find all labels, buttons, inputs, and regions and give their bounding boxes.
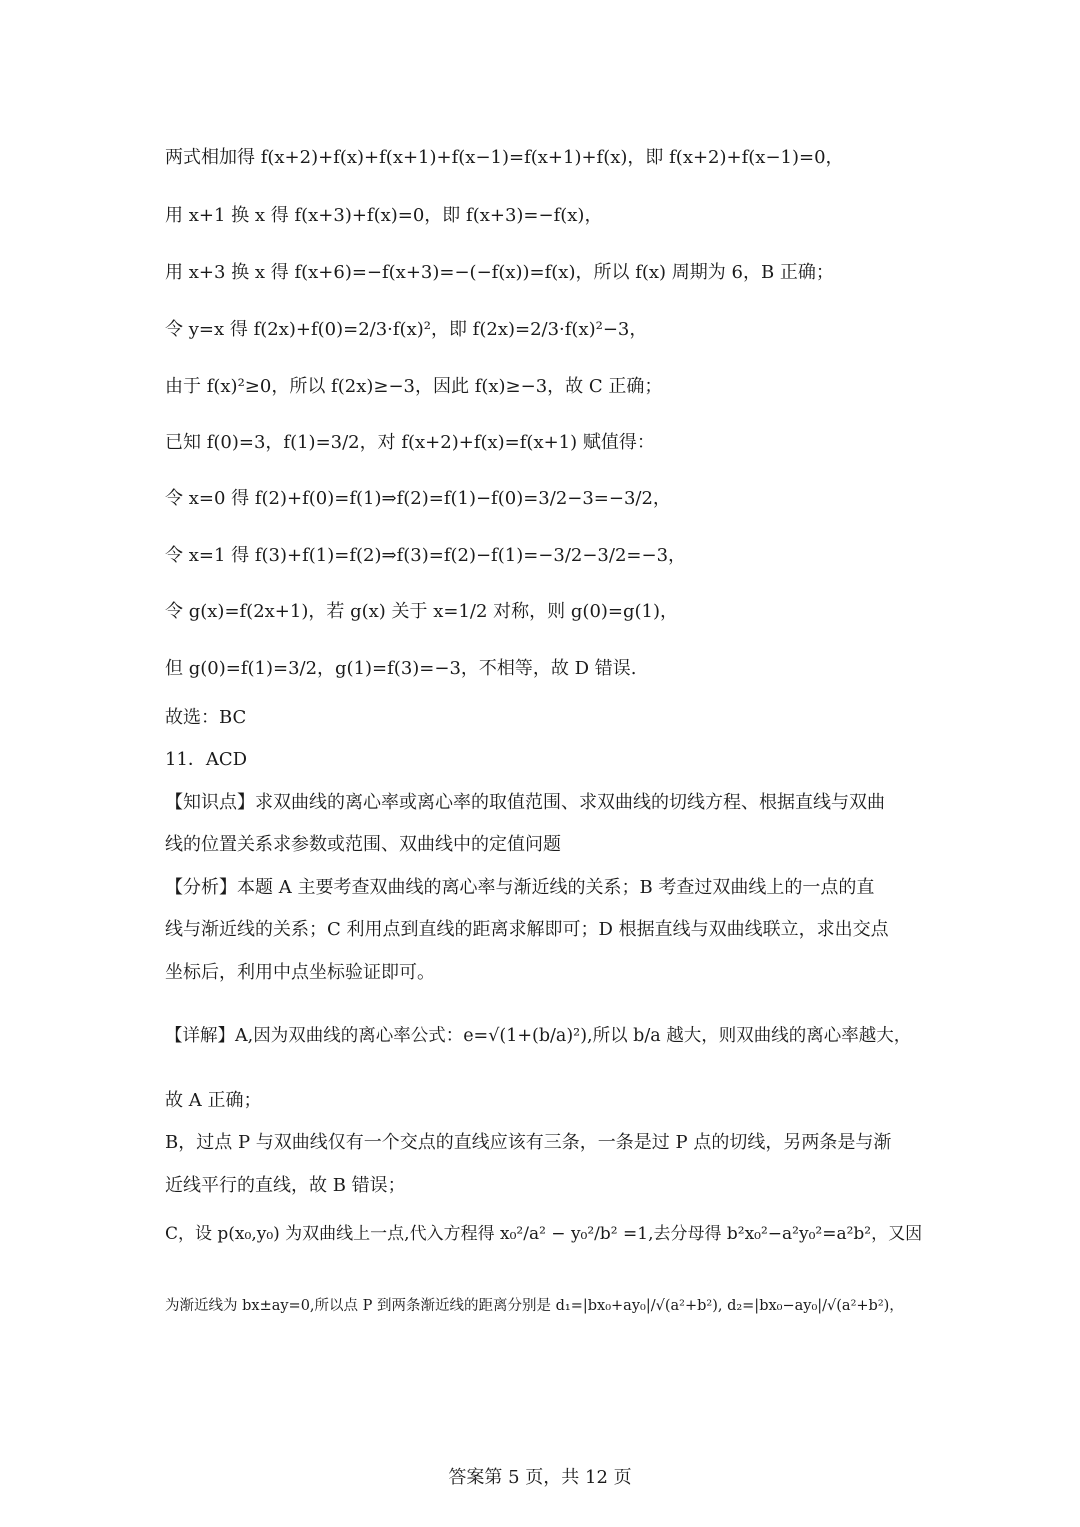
text-line: 11．ACD bbox=[165, 749, 248, 770]
text-line: 近线平行的直线，故 B 错误； bbox=[165, 1175, 406, 1196]
text-line: 但 g(0)=f(1)=3/2，g(1)=f(3)=−3，不相等，故 D 错误. bbox=[165, 658, 637, 679]
text-line: 线与渐近线的关系；C 利用点到直线的距离求解即可；D 根据直线与双曲线联立，求出交点 bbox=[165, 919, 889, 940]
text-line: 线的位置关系求参数或范围、双曲线中的定值问题 bbox=[165, 834, 561, 855]
text-line: 令 x=0 得 f(2)+f(0)=f(1)⇒f(2)=f(1)−f(0)=3/2−3=−3/2， bbox=[165, 488, 671, 509]
text-line: 用 x+1 换 x 得 f(x+3)+f(x)=0，即 f(x+3)=−f(x)， bbox=[165, 205, 603, 226]
text-line: 【知识点】求双曲线的离心率或离心率的取值范围、求双曲线的切线方程、根据直线与双曲 bbox=[165, 792, 885, 813]
text-line: 由于 f(x)²≥0，所以 f(2x)≥−3，因此 f(x)≥−3，故 C 正确； bbox=[165, 376, 663, 397]
text-line: 【分析】本题 A 主要考查双曲线的离心率与渐近线的关系；B 考查过双曲线上的一点的直 bbox=[165, 877, 875, 898]
text-line: C，设 p(x₀,y₀) 为双曲线上一点,代入方程得 x₀²/a² − y₀²/b² =1,去分母得 b²x₀²−a²y₀²=a²b²，又因 bbox=[165, 1224, 923, 1244]
text-line: 故 A 正确； bbox=[165, 1090, 262, 1111]
text-line: B，过点 P 与双曲线仅有一个交点的直线应该有三条，一条是过 P 点的切线，另两条是与渐 bbox=[165, 1132, 892, 1153]
text-line: 令 g(x)=f(2x+1)，若 g(x) 关于 x=1/2 对称，则 g(0)=g(1)， bbox=[165, 601, 679, 622]
text-line: 令 x=1 得 f(3)+f(1)=f(2)⇒f(3)=f(2)−f(1)=−3/2−3/2=−3， bbox=[165, 545, 687, 566]
page-footer: 答案第 5 页，共 12 页 bbox=[448, 1467, 632, 1488]
text-line: 故选：BC bbox=[165, 707, 247, 728]
text-line: 令 y=x 得 f(2x)+f(0)=2/3·f(x)²，即 f(2x)=2/3·f(x)²−3， bbox=[165, 319, 648, 340]
text-line: 已知 f(0)=3，f(1)=3/2，对 f(x+2)+f(x)=f(x+1) 赋值得： bbox=[165, 432, 655, 453]
text-line: 坐标后，利用中点坐标验证即可。 bbox=[165, 962, 435, 983]
text-line: 两式相加得 f(x+2)+f(x)+f(x+1)+f(x−1)=f(x+1)+f(x)，即 f(x+2)+f(x−1)=0， bbox=[165, 147, 844, 168]
text-line: 为渐近线为 bx±ay=0,所以点 P 到两条渐近线的距离分别是 d₁=|bx₀+ay₀|/√(a²+b²), d₂=|bx₀−ay₀|/√(a²+b²)， bbox=[165, 1298, 904, 1314]
text-line: 【详解】A,因为双曲线的离心率公式：e=√(1+(b/a)²),所以 b/a 越大，则双曲线的离心率越大， bbox=[165, 1026, 912, 1046]
text-line: 用 x+3 换 x 得 f(x+6)=−f(x+3)=−(−f(x))=f(x)，所以 f(x) 周期为 6，B 正确； bbox=[165, 262, 834, 283]
